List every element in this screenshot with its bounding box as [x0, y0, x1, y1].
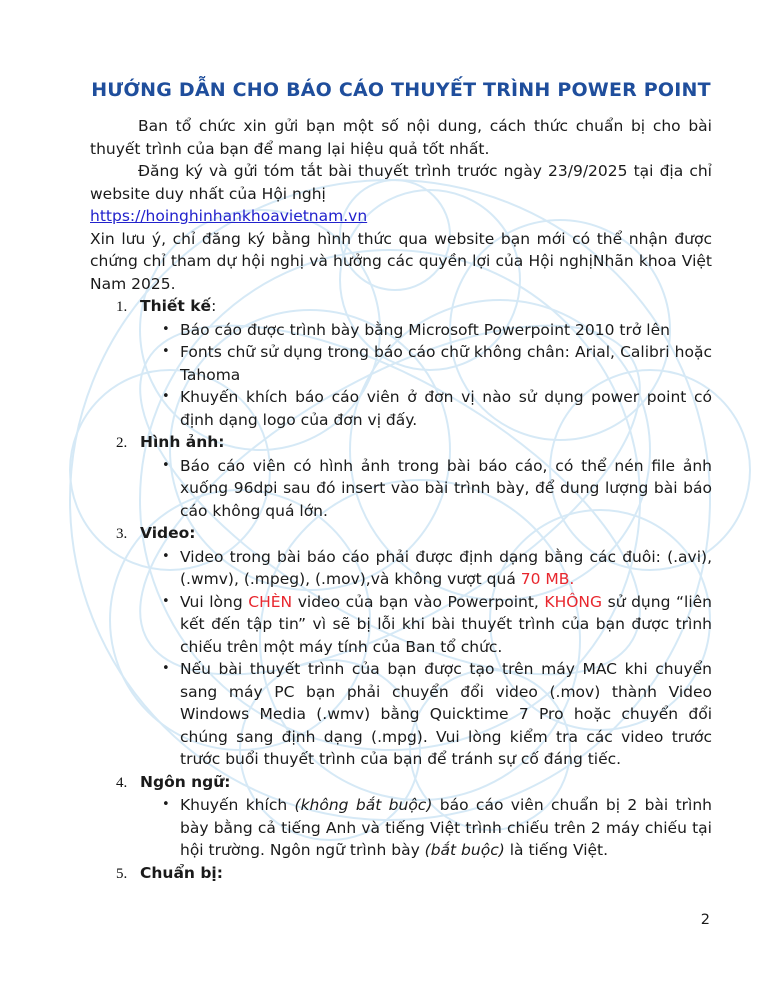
list-number: 5. — [116, 865, 128, 882]
bullet-text: Vui lòng — [180, 592, 249, 611]
bullet-video-1 — [90, 546, 712, 591]
bullet-text: Báo cáo viên có hình ảnh trong bài báo cáo, có thể nén file ảnh xuống 96dpi sau đó insert vào bài trình bày, để dung lượng bài báo cáo không quá lớn. — [180, 456, 712, 520]
bullet-text: là tiếng Việt. — [504, 841, 609, 859]
list-heading-images: Hình ảnh: — [140, 433, 225, 451]
bullet-video-3 — [90, 658, 712, 771]
list-heading-prepare: Chuẩn bị: — [140, 863, 223, 882]
bullet-text: Video trong bài báo cáo phải được định dạng bằng các đuôi: (.avi), (.wmv), (.mpeg), (.mov),và không vượt quá — [180, 547, 712, 588]
bullet-icon: • — [162, 321, 170, 337]
intro-paragraph-2-text: Đăng ký và gửi tóm tắt bài thuyết trình trước ngày 23/9/2025 tại địa chỉ website duy nhất của Hội nghị — [90, 162, 712, 203]
red-emphasis-insert: CHÈN — [248, 592, 293, 611]
red-emphasis-khong: KHÔNG — [544, 592, 603, 611]
page-title: HƯỚNG DẪN CHO BÁO CÁO THUYẾT TRÌNH POWER POINT — [91, 79, 711, 101]
list-number: 1. — [116, 299, 128, 315]
list-item-prepare — [90, 862, 712, 886]
bullet-text: Fonts chữ sử dụng trong báo cáo chữ không chân: Arial, Calibri hoặc Tahoma — [180, 343, 712, 384]
list-heading-suffix: : — [211, 297, 217, 315]
bullet-text: Nếu bài thuyết trình của bạn được tạo trên máy MAC khi chuyển sang máy PC bạn phải chuyển đổi video (.mov) thành Video Windows Media (.wmv) bằng Quicktime 7 Pro hoặc chuyển đổi chúng sang định dạng (.mpg). Vui lòng kiểm tra các video trước trước buổi thuyết trình của bạn để tránh sự cố đáng tiếc. — [180, 660, 712, 768]
bullet-text: Khuyến khích báo cáo viên ở đơn vị nào sử dụng power point có định dạng logo của đơn vị đấy. — [180, 388, 712, 429]
bullet-icon: • — [162, 389, 170, 404]
italic-note-required: (bắt buộc) — [424, 841, 505, 859]
bullet-icon: • — [162, 797, 170, 812]
list-item-video — [90, 522, 712, 546]
intro-paragraph-1-text: Ban tổ chức xin gửi bạn một số nội dung, cách thức chuẩn bị cho bài thuyết trình của bạn để mang lại hiệu quả tốt nhất. — [90, 117, 712, 158]
registration-link[interactable]: https://hoinghinhankhoavietnam.vn — [90, 207, 368, 225]
list-number: 4. — [116, 774, 128, 791]
bullet-icon: • — [162, 344, 170, 359]
bullet-text: sử dụng “liên kết đến tập tin” vì sẽ bị lỗi khi bài thuyết trình của bạn được trình chiếu trên một máy tính của Ban tổ chức. — [180, 592, 712, 656]
bullet-icon: • — [162, 457, 170, 473]
intro-paragraph-2 — [90, 160, 712, 205]
bullet-icon: • — [162, 548, 170, 564]
bullet-text: báo cáo viên chuẩn bị 2 bài trình bày bằng cả tiếng Anh và tiếng Việt trình chiếu trên 2 máy chiếu tại hội trường. Ngôn ngữ trình bày — [180, 796, 713, 859]
intro-paragraph-1 — [90, 115, 712, 160]
bullet-text: Báo cáo được trình bày bằng Microsoft Powerpoint 2010 trở lên — [180, 320, 670, 339]
list-number: 3. — [116, 526, 128, 542]
list-item-design — [90, 295, 712, 319]
list-heading-design: Thiết kế — [140, 297, 212, 315]
list-item-language — [90, 771, 712, 795]
bullet-design-1 — [90, 319, 712, 342]
registration-link-line — [90, 205, 712, 228]
list-heading-video: Video: — [140, 524, 196, 542]
intro-paragraph-3 — [90, 228, 712, 296]
bullet-design-2 — [90, 341, 712, 386]
italic-note-optional: (không bắt buộc) — [294, 796, 433, 814]
bullet-text: Khuyến khích — [180, 796, 295, 814]
bullet-icon: • — [162, 661, 170, 676]
red-emphasis-size-limit: 70 MB. — [520, 570, 575, 588]
intro-paragraph-3-text: Xin lưu ý, chỉ đăng ký bằng hình thức qua website bạn mới có thể nhận được chứng chỉ tham dự hội nghị và hưởng các quyền lợi của Hội nghịNhãn khoa Việt Nam 2025. — [90, 229, 712, 293]
bullet-video-2 — [90, 591, 712, 659]
page-number: 2 — [700, 912, 710, 928]
bullet-design-3 — [90, 386, 712, 431]
list-number: 2. — [116, 435, 128, 451]
bullet-icon: • — [162, 593, 170, 609]
instruction-list — [90, 295, 712, 885]
list-item-images — [90, 431, 712, 455]
bullet-language-1 — [90, 794, 712, 862]
list-heading-language: Ngôn ngữ: — [140, 772, 231, 791]
bullet-text: video của bạn vào Powerpoint, — [292, 592, 545, 611]
bullet-images-1 — [90, 455, 712, 523]
